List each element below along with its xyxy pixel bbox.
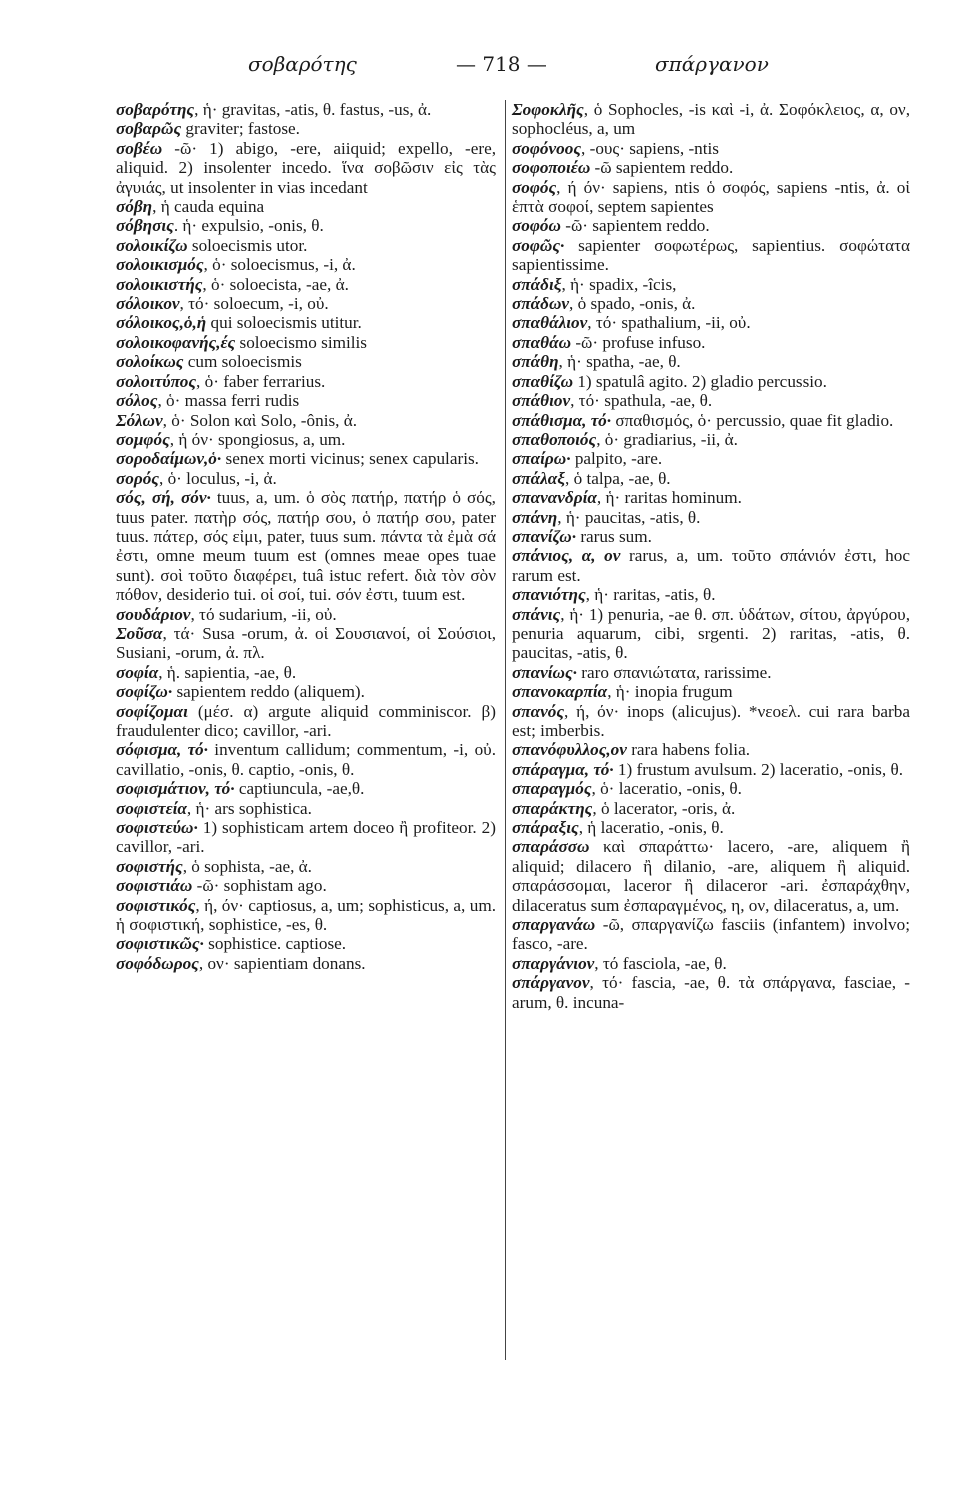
entry-definition: , ὁ· soloecismus, -i, ἀ. [203, 255, 356, 275]
entry-headword: σπάνις [512, 604, 561, 624]
dictionary-entry [512, 411, 910, 430]
dictionary-entry [512, 139, 910, 158]
dictionary-entry [512, 973, 910, 1012]
entry-headword: Σοῦσα [116, 623, 163, 643]
dictionary-entry [512, 372, 910, 391]
entry-definition: , ὁ spado, -onis, ἀ. [569, 294, 696, 314]
entry-definition: 1) frustum avulsum. 2) laceratio, -onis, θ. [613, 759, 903, 779]
entry-definition: , ὁ· massa ferri rudis [157, 391, 300, 411]
entry-headword: σοβέω [116, 138, 163, 158]
dictionary-entry [116, 954, 496, 973]
entry-definition: . ἡ· expulsio, -onis, θ. [173, 216, 324, 236]
entry-definition: 1) spatulâ agito. 2) gladio percussio. [573, 371, 827, 391]
dictionary-entry [512, 605, 910, 663]
dictionary-entry [116, 197, 496, 216]
entry-definition: , ἡ· ars sophistica. [186, 798, 312, 818]
dictionary-entry [512, 663, 910, 682]
entry-headword: σπάργανον [512, 973, 590, 993]
entry-headword: σπαργάνιον [512, 953, 595, 973]
dictionary-entry [512, 954, 910, 973]
dictionary-entry [116, 352, 496, 371]
left-guideword: σοβαρότης [248, 52, 357, 76]
entry-headword: σοφῶς· [512, 235, 565, 255]
entry-headword: σόφισμα, τό· [116, 740, 208, 760]
entry-headword: σοφίζομαι [116, 701, 188, 721]
dictionary-entry [512, 449, 910, 468]
dictionary-entry [116, 682, 496, 701]
entry-definition: , τό fasciola, -ae, θ. [594, 953, 727, 973]
entry-headword: σπάδιξ [512, 274, 562, 294]
dictionary-entry [116, 469, 496, 488]
entry-definition: , ὁ talpa, -ae, θ. [565, 468, 671, 488]
dictionary-entry [512, 799, 910, 818]
entry-definition: , ὁ· laceratio, -onis, θ. [591, 779, 742, 799]
entry-headword: σπάθη [512, 352, 559, 372]
entry-headword: σπανός [512, 701, 565, 721]
entry-definition: palpito, -are. [570, 449, 663, 469]
dictionary-entry [512, 100, 910, 139]
entry-definition: sapientem reddo (aliquem). [172, 682, 365, 702]
dictionary-entry [116, 876, 496, 895]
entry-definition: rarus, a, um. τοῦτο σπάνιόν ἐστι, hoc rarum est. [512, 546, 910, 585]
dictionary-entry [116, 702, 496, 741]
entry-headword: σπάλαξ [512, 468, 566, 488]
entry-definition: , ὁ sophista, -ae, ἀ. [182, 856, 312, 876]
dictionary-entry [116, 391, 496, 410]
entry-definition: qui soloecismis utitur. [206, 313, 362, 333]
entry-definition: , ὁ lacerator, -oris, ἀ. [592, 798, 736, 818]
entry-definition: , ἡ· spatha, -ae, θ. [558, 352, 681, 372]
dictionary-entry [512, 158, 910, 177]
entry-definition: (μέσ. α) argute aliquid comminiscor. β) fraudulenter dico; cavillor, -ari. [116, 701, 496, 740]
entry-definition: , τά· Susa -orum, ἀ. οἱ Σουσιανοί, οἱ Σούσιοι, Susiani, -orum, ἀ. πλ. [116, 623, 496, 663]
entry-headword: σομφός [116, 429, 170, 449]
dictionary-entry [116, 896, 496, 935]
entry-headword: σοφόνοος [512, 138, 581, 158]
entry-headword: σπάθισμα, τό· [512, 410, 612, 430]
entry-headword: σπάθιον [512, 391, 571, 411]
column-divider [505, 100, 506, 1360]
entry-definition: -ῶ· sapientem reddo. [560, 216, 710, 236]
entry-headword: σπαθάλιον [512, 313, 588, 333]
dictionary-entry [116, 740, 496, 779]
entry-headword: Σόλων [116, 410, 163, 430]
dictionary-entry [116, 818, 496, 857]
dictionary-entry [116, 236, 496, 255]
dictionary-entry [512, 488, 910, 507]
entry-definition: -ῶ· profuse infuso. [571, 332, 706, 352]
dictionary-entry [512, 837, 910, 915]
entry-headword: σοφόω [512, 216, 561, 236]
dictionary-entry [512, 313, 910, 332]
entry-headword: σπανιότης [512, 585, 586, 605]
entry-headword: σπαθάω [512, 332, 572, 352]
entry-headword: σοφιστικῶς· [116, 934, 204, 954]
dictionary-entry [512, 352, 910, 371]
entry-definition: -ῶ, σπαργανίζω fasciis (infantem) involvo; fasco, -are. [512, 915, 910, 954]
entry-definition: , ἡ· raritas hominum. [596, 488, 742, 508]
dictionary-entry [512, 333, 910, 352]
entry-definition: , ἡ laceratio, -onis, θ. [578, 818, 724, 838]
entry-headword: σοφιστεύω· [116, 818, 198, 838]
dictionary-entry [512, 760, 910, 779]
entry-headword: σπαργανάω [512, 915, 596, 935]
dictionary-entry [116, 275, 496, 294]
entry-definition: , ἡ· raritas, -atis, θ. [585, 585, 716, 605]
dictionary-entry [512, 818, 910, 837]
dictionary-entry [116, 799, 496, 818]
entry-definition: , ἡ· spadix, -îcis, [561, 274, 677, 294]
entry-definition: cum soloecismis [183, 352, 302, 372]
entry-headword: σπαθίζω [512, 371, 574, 391]
entry-headword: σπάραξις [512, 818, 579, 838]
entry-headword: σοβαρῶς [116, 119, 182, 139]
dictionary-entry [512, 216, 910, 235]
entry-headword: σοφιστής [116, 856, 183, 876]
dictionary-entry [116, 411, 496, 430]
entry-headword: σός, σή, σόν· [116, 488, 211, 508]
dictionary-entry [116, 333, 496, 352]
dictionary-entry [116, 372, 496, 391]
entry-definition: tuus, a, um. ὁ σὸς πατήρ, πατήρ ὁ σός, tuus pater. πατὴρ σός, πατήρ σου, ὁ πατήρ σου, pater tuus. πάτερ, σός εἰμι, pater, tuus sum. πάντα τὰ ἐμὰ σά ἐστι, omne meum tuum est (omnes meae opes tuae sunt). σοὶ τοῦτο διαφέρει, tuâ istuc refert. διὰ τὸν σὸν πόθον, desiderio tui. οἱ σοί, tui. σόν ἐστι, tuum est. [116, 488, 496, 605]
entry-headword: σοβαρότης [116, 100, 195, 119]
entry-definition: , ή, όν· inops (alicujus). *νεοελ. cui rara barba est; imberbis. [512, 701, 910, 740]
entry-definition: 1) sophisticam artem doceo ἢ profiteor. 2) cavillor, -ari. [116, 818, 496, 857]
dictionary-entry [116, 216, 496, 235]
entry-headword: σπάνη [512, 507, 558, 527]
entry-headword: Σοφοκλῆς [512, 100, 584, 119]
dictionary-entry [116, 255, 496, 274]
entry-definition: , ὁ· gradiarius, -ii, ἀ. [596, 429, 738, 449]
dictionary-entry [512, 430, 910, 449]
dictionary-entry [512, 740, 910, 759]
entry-headword: σοφίζω· [116, 682, 173, 702]
entry-headword: σπανίζω· [512, 526, 577, 546]
entry-headword: σοροδαίμων,ὁ· [116, 449, 222, 469]
right-guideword: σπάργανον [655, 52, 769, 76]
entry-definition: , τό· fascia, -ae, θ. τὰ σπάργανα, fasciae, -arum, θ. incuna- [512, 973, 910, 1012]
dictionary-entry [116, 313, 496, 332]
entry-definition: soloecismis utor. [187, 235, 308, 255]
dictionary-entry [512, 915, 910, 954]
entry-definition: , ἡ· gravitas, -atis, θ. fastus, -us, ἀ. [194, 100, 432, 119]
entry-definition: , ἡ· paucitas, -atis, θ. [557, 507, 701, 527]
entry-definition: rara habens folia. [626, 740, 751, 760]
entry-definition: , ἡ· inopia frugum [607, 682, 733, 702]
dictionary-entry [116, 449, 496, 468]
entry-headword: σόλος [116, 391, 158, 411]
entry-definition: , ὁ· soloecista, -ae, ἀ. [202, 274, 349, 294]
dictionary-entry [116, 488, 496, 604]
entry-headword: σολοικισμός [116, 255, 204, 275]
entry-headword: σολοικίζω [116, 235, 188, 255]
dictionary-entry [512, 391, 910, 410]
entry-definition: captiuncula, -ae,θ. [234, 779, 365, 799]
entry-definition: , τό· spathalium, -ii, οὐ. [587, 313, 751, 333]
entry-definition: , ὁ· loculus, -i, ἀ. [158, 468, 277, 488]
dictionary-entry [116, 779, 496, 798]
page-number: — 718 — [456, 52, 547, 76]
entry-definition: senex morti vicinus; senex capularis. [221, 449, 479, 469]
dictionary-entry [512, 585, 910, 604]
entry-definition: , ὁ· faber ferrarius. [196, 371, 326, 391]
right-column [512, 100, 910, 1012]
dictionary-entry [116, 624, 496, 663]
dictionary-entry [116, 857, 496, 876]
entry-headword: σπαραγμός [512, 779, 592, 799]
entry-definition: , ή όν· sapiens, ntis ὁ σοφός, sapiens -ntis, ἀ. οἱ ἑπτὰ σοφοί, septem sapientes [512, 177, 910, 217]
dictionary-entry [512, 527, 910, 546]
entry-definition: inventum callidum; commentum, -i, οὐ. cavillatio, -onis, θ. captio, -onis, θ. [116, 740, 496, 779]
dictionary-entry [512, 275, 910, 294]
dictionary-entry [512, 294, 910, 313]
entry-headword: σοφιστεία [116, 798, 187, 818]
entry-headword: σολοικιστής [116, 274, 203, 294]
entry-definition: , ἡ cauda equina [152, 197, 265, 217]
entry-headword: σοφοποιέω [512, 158, 591, 178]
entry-definition: -ῶ· sophistam ago. [192, 876, 327, 896]
entry-headword: σοφισμάτιον, τό· [116, 779, 235, 799]
entry-headword: σπανανδρία [512, 488, 597, 508]
entry-definition: , ἡ. sapientia, -ae, θ. [158, 662, 297, 682]
entry-headword: σπάδων [512, 294, 570, 314]
left-column [116, 100, 496, 973]
dictionary-entry [116, 139, 496, 197]
entry-definition: σπαθισμός, ὁ· percussio, quae fit gladio. [611, 410, 894, 430]
dictionary-entry [512, 702, 910, 741]
entry-definition: -ῶ sapientem reddo. [590, 158, 734, 178]
entry-headword: σπανόφυλλος,ον [512, 740, 627, 760]
entry-headword: σπανοκαρπία [512, 682, 608, 702]
dictionary-entry [116, 605, 496, 624]
dictionary-entry [512, 546, 910, 585]
entry-definition: , τό· soloecum, -i, οὐ. [179, 294, 329, 314]
dictionary-entry [116, 119, 496, 138]
entry-definition: , ὁ Sophocles, -is καὶ -i, ἀ. Σοφόκλειος, α, ον, sophocléus, a, um [512, 100, 910, 139]
entry-definition: , ὁ· Solon καὶ Solo, -ônis, ἀ. [162, 410, 358, 430]
entry-headword: σολοίκως [116, 352, 184, 372]
entry-headword: σπάνιος, α, ον [512, 546, 621, 566]
dictionary-entry [116, 663, 496, 682]
dictionary-entry [116, 430, 496, 449]
entry-headword: σοφία [116, 662, 159, 682]
entry-definition: , ἡ· 1) penuria, -ae θ. σπ. ὑδάτων, σίτου, ἀργύρου, penuria aquarum, cibi, srgenti. 2) raritas, -atis, θ. paucitas, -atis, θ. [512, 604, 910, 663]
entry-definition: sapienter σοφωτέρως, sapientius. σοφώτατα sapientissime. [512, 235, 910, 275]
entry-definition: , ή, όν· captiosus, a, um; sophisticus, a, um. ἡ σοφιστική, sophistice, -es, θ. [116, 895, 496, 935]
entry-definition: , τό· spathula, -ae, θ. [570, 391, 713, 411]
entry-headword: σορός [116, 468, 159, 488]
entry-definition: , ἡ όν· spongiosus, a, um. [169, 429, 346, 449]
entry-headword: σοφόδωρος [116, 953, 199, 973]
entry-headword: σπαθοποιός [512, 429, 597, 449]
entry-definition: -ῶ· 1) abigo, -ere, aiiquid; expello, -ere, aliquid. 2) insolenter incedo. ἵνα σοβῶσιν εἰς τὰς ἀγυιάς, ut insolenter in vias incedant [116, 138, 496, 197]
dictionary-entry [116, 934, 496, 953]
entry-headword: σόβησις [116, 216, 174, 236]
entry-headword: σουδάριον [116, 604, 191, 624]
entry-headword: σόλοικον [116, 294, 180, 314]
entry-headword: σπάραγμα, τό· [512, 759, 614, 779]
entry-headword: σοφιστιάω [116, 876, 193, 896]
entry-headword: σπαράσσω [512, 837, 590, 857]
dictionary-entry [512, 779, 910, 798]
entry-definition: , τό sudarium, -ii, οὐ. [190, 604, 337, 624]
entry-definition: graviter; fastose. [181, 119, 300, 139]
dictionary-entry [512, 178, 910, 217]
entry-headword: σπαράκτης [512, 798, 593, 818]
entry-definition: sophistice. captiose. [203, 934, 347, 954]
entry-definition: , ον· sapientiam donans. [198, 953, 366, 973]
dictionary-entry [116, 294, 496, 313]
entry-definition: soloecismo similis [235, 332, 367, 352]
entry-headword: σοφός [512, 177, 557, 197]
page-header [0, 52, 965, 88]
dictionary-entry [512, 682, 910, 701]
entry-headword: σοφιστικός [116, 895, 196, 915]
entry-definition: , -ους· sapiens, -ntis [581, 138, 719, 158]
dictionary-entry [512, 236, 910, 275]
entry-headword: σολοικοφανής,ές [116, 332, 236, 352]
entry-definition: raro σπανιώτατα, rarissime. [576, 662, 772, 682]
entry-headword: σόλοικος,ὁ,ἡ [116, 313, 207, 333]
entry-definition: καὶ σπαράττω· lacero, -are, aliquem ἢ aliquid; dilacero ἢ dilanio, -are, aliquem ἢ aliquid. σπαράσσομαι, laceror ἢ dilaceror -ari. ἐσπαράχθην, dilaceratus sum ἐσπαραγμένος, η, ον, dilaceratus, a, um. [512, 837, 910, 915]
entry-headword: σπανίως· [512, 662, 577, 682]
entry-definition: rarus sum. [576, 526, 652, 546]
dictionary-entry [116, 100, 496, 119]
entry-headword: σολοιτύπος [116, 371, 196, 391]
entry-headword: σόβη [116, 197, 153, 217]
dictionary-entry [512, 508, 910, 527]
entry-headword: σπαίρω· [512, 449, 571, 469]
dictionary-entry [512, 469, 910, 488]
